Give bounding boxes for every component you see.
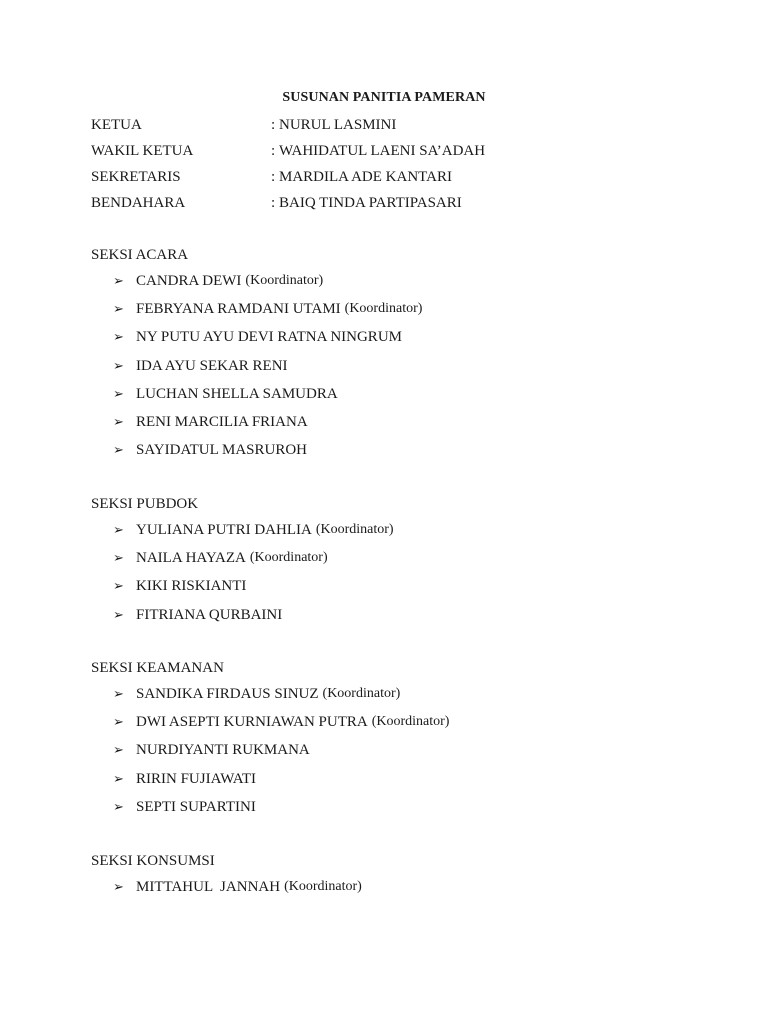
member-name: CANDRA DEWI — [136, 273, 242, 289]
arrow-bullet-icon: ➢ — [113, 442, 124, 458]
member-name: MITTAHUL JANNAH — [136, 879, 281, 895]
page-title: SUSUNAN PANITIA PAMERAN — [282, 90, 486, 105]
list-item — [113, 413, 422, 441]
section-keamanan — [91, 658, 449, 826]
section-title: SEKSI KONSUMSI — [91, 853, 215, 869]
officer-name: BAIQ TINDA PARTIPASARI — [279, 195, 462, 211]
list-item — [113, 685, 449, 713]
list-item — [113, 300, 422, 328]
arrow-bullet-icon: ➢ — [113, 879, 124, 894]
member-role: (Koordinator) — [322, 686, 401, 701]
list-item — [113, 878, 362, 906]
officer-name: WAHIDATUL LAENI SA’ADAH — [279, 143, 486, 159]
member-name: SAYIDATUL MASRUROH — [136, 442, 307, 459]
list-item — [113, 357, 422, 385]
list-item — [113, 577, 394, 605]
section-title: SEKSI KEAMANAN — [91, 660, 224, 676]
member-role: (Koordinator) — [245, 273, 324, 288]
officer-name: MARDILA ADE KANTARI — [279, 169, 452, 185]
officer-row-sekretaris — [91, 167, 485, 193]
member-name: NAILA HAYAZA — [136, 550, 246, 567]
officer-role: KETUA — [91, 117, 142, 133]
section-title: SEKSI PUBDOK — [91, 496, 199, 512]
officer-separator: : — [271, 195, 276, 211]
list-item — [113, 441, 422, 469]
arrow-bullet-icon: ➢ — [113, 742, 124, 758]
arrow-bullet-icon: ➢ — [113, 578, 124, 594]
section-title: SEKSI ACARA — [91, 247, 189, 263]
member-list — [91, 521, 394, 634]
member-name: FEBRYANA RAMDANI UTAMI — [136, 301, 341, 318]
arrow-bullet-icon: ➢ — [113, 329, 124, 345]
list-item — [113, 606, 394, 634]
officer-role: SEKRETARIS — [91, 169, 181, 185]
arrow-bullet-icon: ➢ — [113, 273, 124, 288]
list-item — [113, 549, 394, 577]
list-item — [113, 521, 394, 549]
member-name: IDA AYU SEKAR RENI — [136, 357, 288, 374]
member-list — [91, 272, 422, 469]
section-acara — [91, 245, 422, 469]
member-name: NURDIYANTI RUKMANA — [136, 742, 310, 759]
arrow-bullet-icon: ➢ — [113, 385, 124, 401]
member-role: (Koordinator) — [371, 714, 450, 730]
officer-row-wakil-ketua — [91, 141, 485, 167]
member-role: (Koordinator) — [284, 879, 362, 894]
officer-name: NURUL LASMINI — [279, 117, 397, 133]
list-item — [113, 328, 422, 356]
member-name: SEPTI SUPARTINI — [136, 798, 256, 815]
officer-row-ketua — [91, 115, 485, 141]
list-item — [113, 741, 449, 769]
member-list — [91, 685, 449, 826]
arrow-bullet-icon: ➢ — [113, 522, 124, 537]
officer-row-bendahara — [91, 193, 485, 219]
officers-list — [91, 115, 485, 219]
member-name: SANDIKA FIRDAUS SINUZ — [136, 686, 319, 702]
arrow-bullet-icon: ➢ — [113, 714, 124, 730]
list-item — [113, 272, 422, 300]
officer-role: WAKIL KETUA — [91, 143, 194, 159]
list-item — [113, 770, 449, 798]
member-name: NY PUTU AYU DEVI RATNA NINGRUM — [136, 329, 402, 346]
arrow-bullet-icon: ➢ — [113, 550, 124, 566]
arrow-bullet-icon: ➢ — [113, 301, 124, 317]
section-pubdok — [91, 494, 394, 634]
arrow-bullet-icon: ➢ — [113, 413, 124, 429]
member-name: RENI MARCILIA FRIANA — [136, 413, 308, 430]
officer-separator: : — [271, 117, 276, 133]
member-name: FITRIANA QURBAINI — [136, 606, 283, 623]
member-name: LUCHAN SHELLA SAMUDRA — [136, 385, 338, 402]
section-konsumsi — [91, 851, 362, 906]
member-list — [91, 878, 362, 906]
arrow-bullet-icon: ➢ — [113, 686, 124, 701]
officer-separator: : — [271, 143, 276, 159]
member-name: DWI ASEPTI KURNIAWAN PUTRA — [136, 714, 368, 731]
arrow-bullet-icon: ➢ — [113, 770, 124, 786]
arrow-bullet-icon: ➢ — [113, 798, 124, 814]
member-role: (Koordinator) — [315, 522, 394, 537]
officer-separator: : — [271, 169, 276, 185]
member-role: (Koordinator) — [249, 550, 328, 566]
arrow-bullet-icon: ➢ — [113, 606, 124, 622]
member-role: (Koordinator) — [344, 301, 423, 317]
list-item — [113, 385, 422, 413]
member-name: KIKI RISKIANTI — [136, 578, 247, 595]
list-item — [113, 798, 449, 826]
member-name: YULIANA PUTRI DAHLIA — [136, 522, 312, 538]
list-item — [113, 713, 449, 741]
officer-role: BENDAHARA — [91, 195, 186, 211]
member-name: RIRIN FUJIAWATI — [136, 770, 257, 787]
arrow-bullet-icon: ➢ — [113, 357, 124, 373]
